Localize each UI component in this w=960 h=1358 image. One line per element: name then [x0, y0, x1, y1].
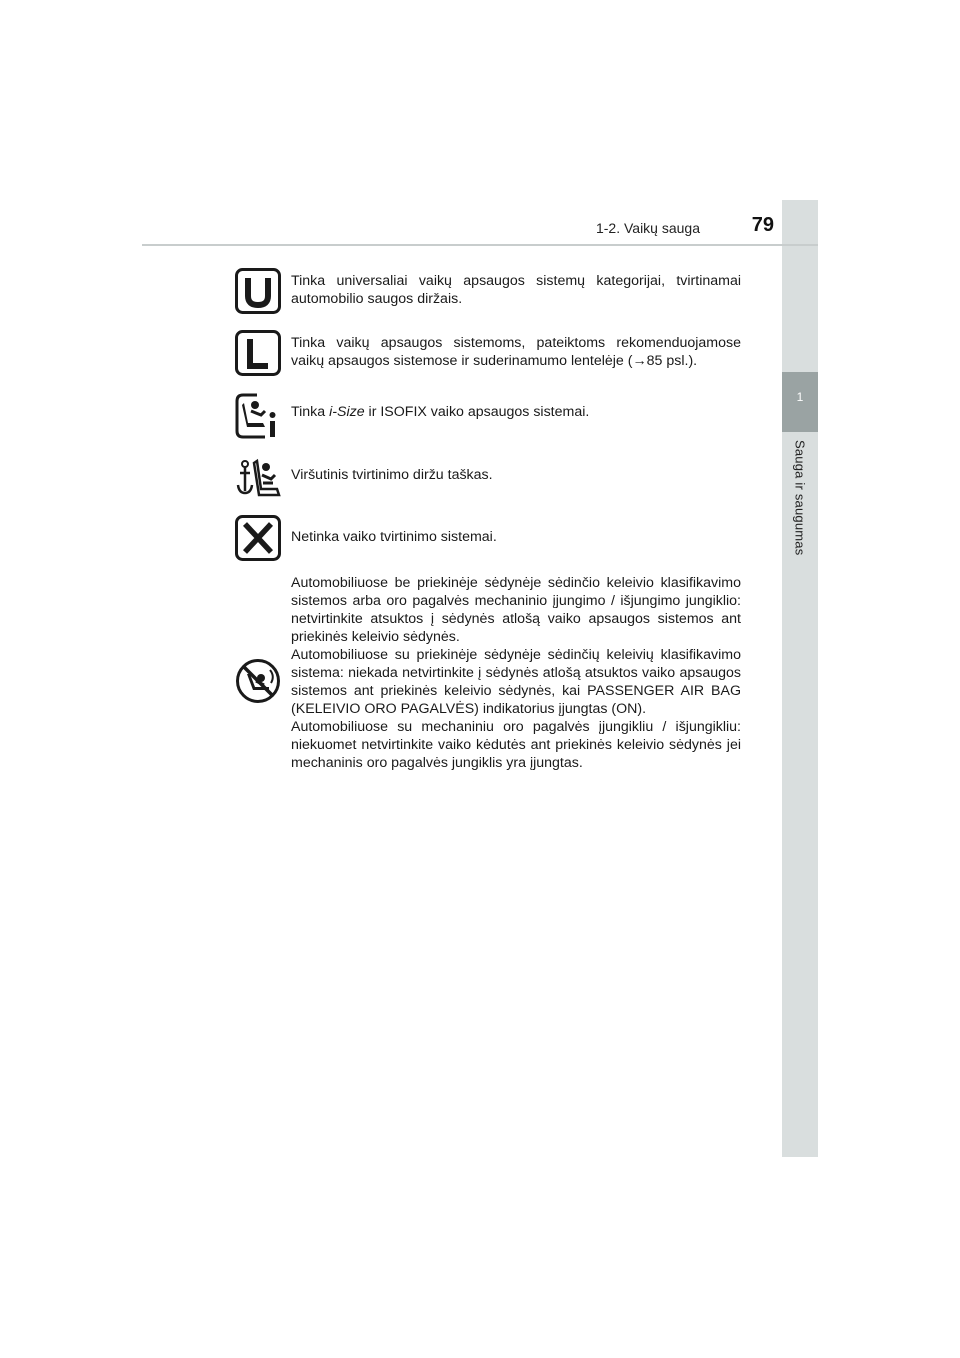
isize-italic: i-Size: [329, 404, 365, 420]
airbag-paragraph-2: Automobiliuose su priekinėje sėdynėje sėdinčių keleivių klasifikavimo sistema: niekada netvirtinkite į sėdynės atlošą atsuktos vaiko apsaugos sistemos ant priekinės keleivio sėdynės, kai PASSENGER AIR BAG (KELEIVIO ORO PAGALVĖS) indikatorius įjungtas (ON).: [291, 647, 741, 717]
airbag-paragraph-3: Automobiliuose su mechaniniu oro pagalvės įjungikliu / išjungikliu: niekuomet netvirtinkite vaiko kėdutės ant priekinės keleivio sėdynės jei mechaninis oro pagalvės jungiklis yra įjungtas.: [291, 719, 741, 771]
entry-text-top-tether: Viršutinis tvirtinimo diržu taškas.: [291, 467, 493, 483]
entry-text-airbag-warning: [291, 574, 741, 772]
letter-l-icon: [235, 330, 281, 376]
universal-u-icon: [235, 268, 281, 314]
chapter-side-tab: [782, 200, 818, 1157]
airbag-paragraph-1: Automobiliuose be priekinėje sėdynėje sėdinčio keleivio klasifikavimo sistemos arba oro pagalvės mechaninio įjungimo / išjungimo jungiklio: netvirtinkite atsuktos į sėdynės atlošą vaiko apsaugos sistemos ant priekinės keleivio sėdynės.: [291, 575, 741, 645]
isize-seat-icon: [235, 393, 281, 439]
top-tether-anchor-icon: [235, 455, 281, 501]
chapter-label: Sauga ir saugumas: [792, 440, 808, 556]
page-number: 79: [751, 214, 774, 236]
entry-text-recommended: Tinka vaikų apsaugos sistemoms, pateiktoms rekomenduojamose vaikų apsaugos sistemose ir suderinamumo lentelėje (→85 psl.).: [291, 335, 741, 369]
entry-text-not-suitable: Netinka vaiko tvirtinimo sistemai.: [291, 529, 497, 545]
not-suitable-x-icon: [235, 515, 281, 561]
section-title: 1-2. Vaikų sauga: [595, 220, 700, 236]
no-rear-facing-seat-icon: [235, 658, 281, 704]
isize-suffix: ir ISOFIX vaiko apsaugos sistemai.: [364, 404, 590, 420]
entry-text-universal: Tinka universaliai vaikų apsaugos sistemų kategorijai, tvirtinamai automobilio saugos diržais.: [291, 273, 741, 307]
header-divider: [142, 244, 818, 246]
chapter-number: 1: [796, 390, 804, 404]
entry-text-isize: [291, 403, 741, 421]
isize-prefix: Tinka: [291, 404, 330, 420]
